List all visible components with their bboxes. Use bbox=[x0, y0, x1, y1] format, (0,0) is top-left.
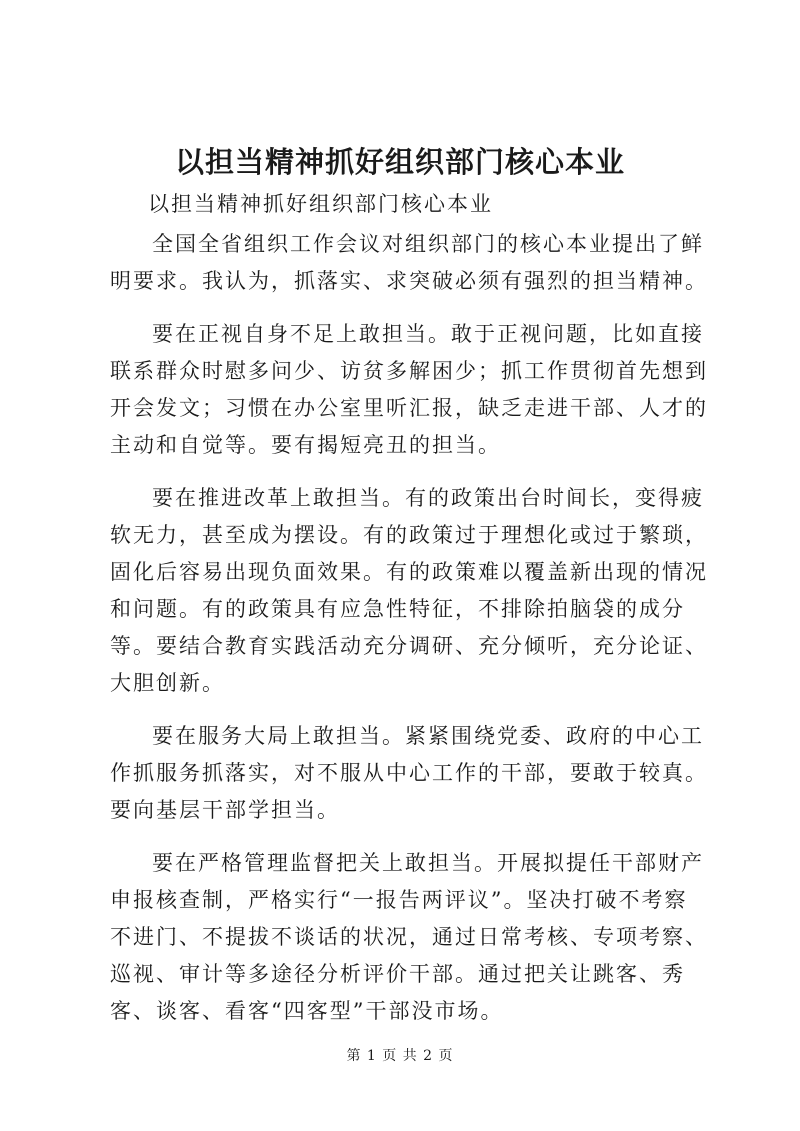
page-number-footer: 第 1 页 共 2 页 bbox=[346, 1048, 454, 1064]
paragraph-5: 要在严格管理监督把关上敢担当。开展拟提任干部财产申报核查制，严格实行“一报告两评议”。坚决打破不考察不进门、不提拔不谈话的状况，通过日常考核、专项考察、巡视、审计等多途径分析评价干部。通过把关让跳客、秀客、谈客、看客“四客型”干部没市场。 bbox=[110, 851, 708, 1023]
paragraph-3: 要在推进改革上敢担当。有的政策出台时间长，变得疲软无力，甚至成为摆设。有的政策过于理想化或过于繁琐，固化后容易出现负面效果。有的政策难以覆盖新出现的情况和问题。有的政策具有应急性特征，不排除拍脑袋的成分等。要结合教育实践活动充分调研、充分倾听，充分论证、大胆创新。 bbox=[110, 486, 708, 695]
document-subtitle: 以担当精神抓好组织部门核心本业 bbox=[148, 192, 493, 216]
document-title: 以担当精神抓好组织部门核心本业 bbox=[174, 145, 625, 179]
paragraph-4: 要在服务大局上敢担当。紧紧围绕党委、政府的中心工作抓服务抓落实，对不服从中心工作的干部，要敢于较真。要向基层干部学担当。 bbox=[110, 724, 708, 822]
paragraph-2: 要在正视自身不足上敢担当。敢于正视问题，比如直接联系群众时慰多问少、访贫多解困少；抓工作贯彻首先想到开会发文；习惯在办公室里听汇报，缺乏走进干部、人才的主动和自觉等。要有揭短亮丑的担当。 bbox=[110, 322, 708, 457]
paragraph-1: 全国全省组织工作会议对组织部门的核心本业提出了鲜明要求。我认为，抓落实、求突破必须有强烈的担当精神。 bbox=[110, 232, 708, 293]
document-body bbox=[110, 226, 710, 1030]
